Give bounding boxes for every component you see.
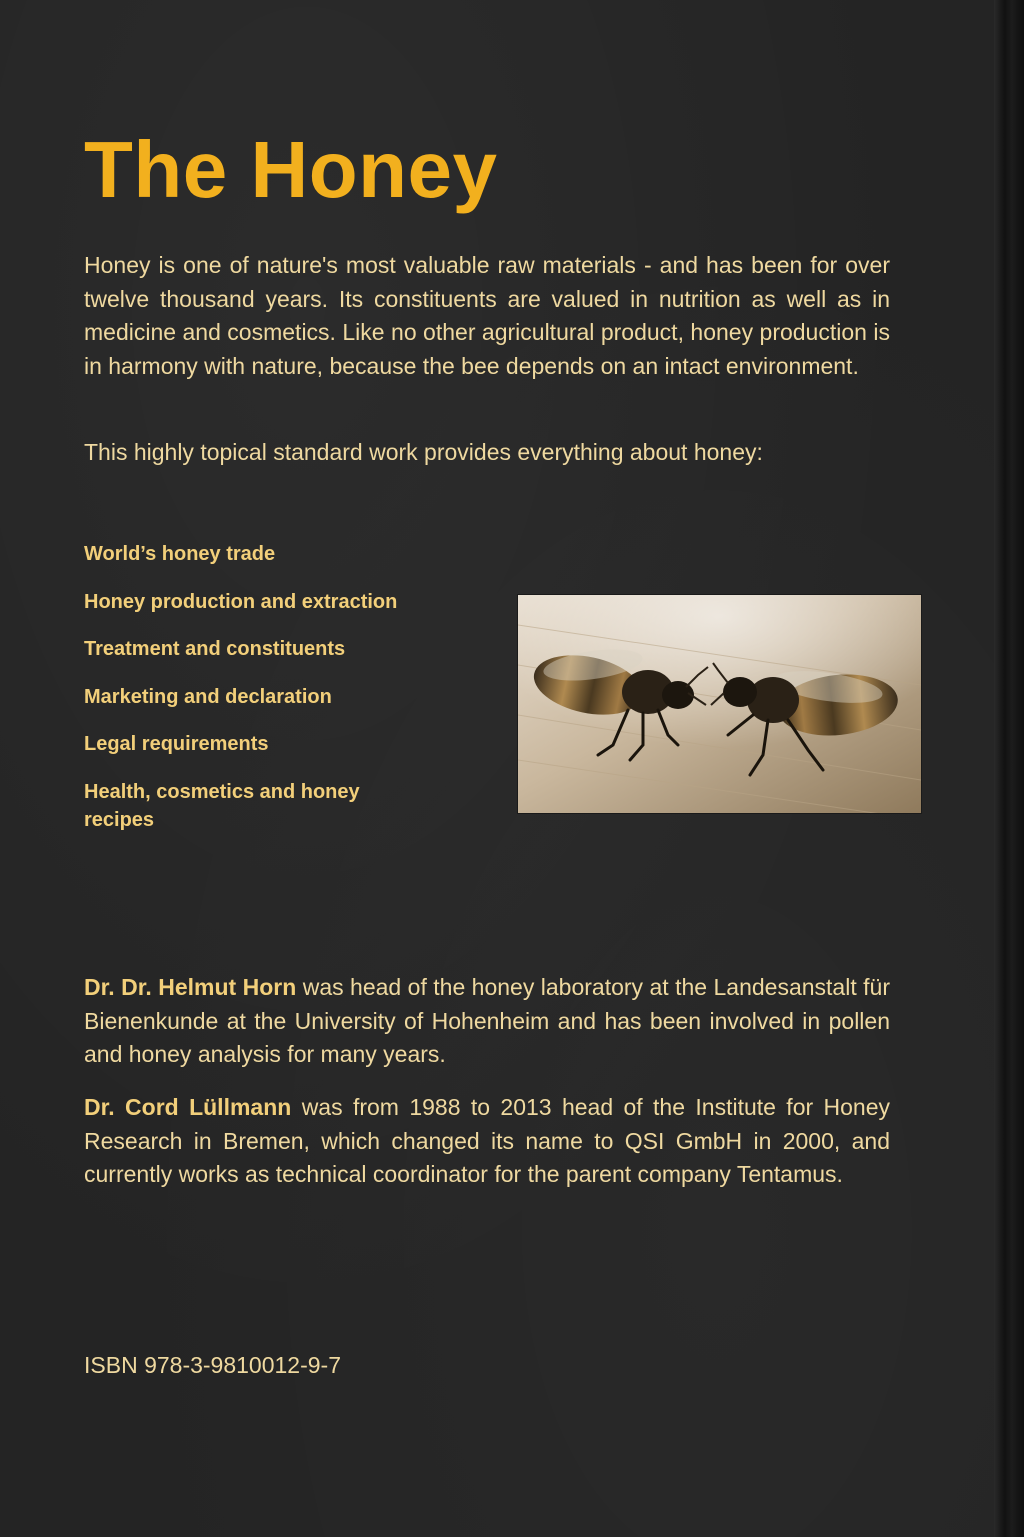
two-bees-photo (517, 594, 922, 814)
topic-item: Legal requirements (84, 733, 269, 755)
isbn-number: ISBN 978-3-9810012-9-7 (84, 1352, 341, 1378)
cover-edge (994, 0, 1024, 1537)
book-title: The Honey (84, 125, 498, 214)
intro-paragraph: Honey is one of nature's most valuable raw materials - and has been for over twelve thousand years. Its constituents are valued in nutrition as well as in medicine and cosmetics. Like no other agricultural product, honey production is in harmony with nature, because the bee depends on an intact environment. (84, 252, 890, 379)
author-bio-luellmann (84, 1091, 890, 1192)
topic-item: Marketing and declaration (84, 685, 332, 708)
topic-list (84, 540, 414, 853)
author-bio-horn (84, 971, 890, 1072)
topic-item: World’s honey trade (84, 543, 276, 565)
author-name: Dr. Dr. Helmut Horn (84, 974, 297, 1000)
author-bio-text: was head of the honey laboratory at the Landesanstalt für Bienenkunde at the University of Hohenheim and has been involved in pollen and honey analysis for many years. (84, 974, 890, 1067)
topic-item: Treatment and constituents (84, 638, 346, 660)
topic-item: Honey production and extraction (84, 590, 398, 613)
author-bio-text: was from 1988 to 2013 head of the Institute for Honey Research in Bremen, which changed its name to QSI GmbH in 2000, and currently works as technical coordinator for the parent company Tentamus. (84, 1094, 891, 1187)
topic-item: Health, cosmetics and honey recipes (84, 780, 360, 831)
author-name: Dr. Cord Lüllmann (84, 1094, 292, 1120)
lead-sentence: This highly topical standard work provides everything about honey: (84, 439, 763, 465)
